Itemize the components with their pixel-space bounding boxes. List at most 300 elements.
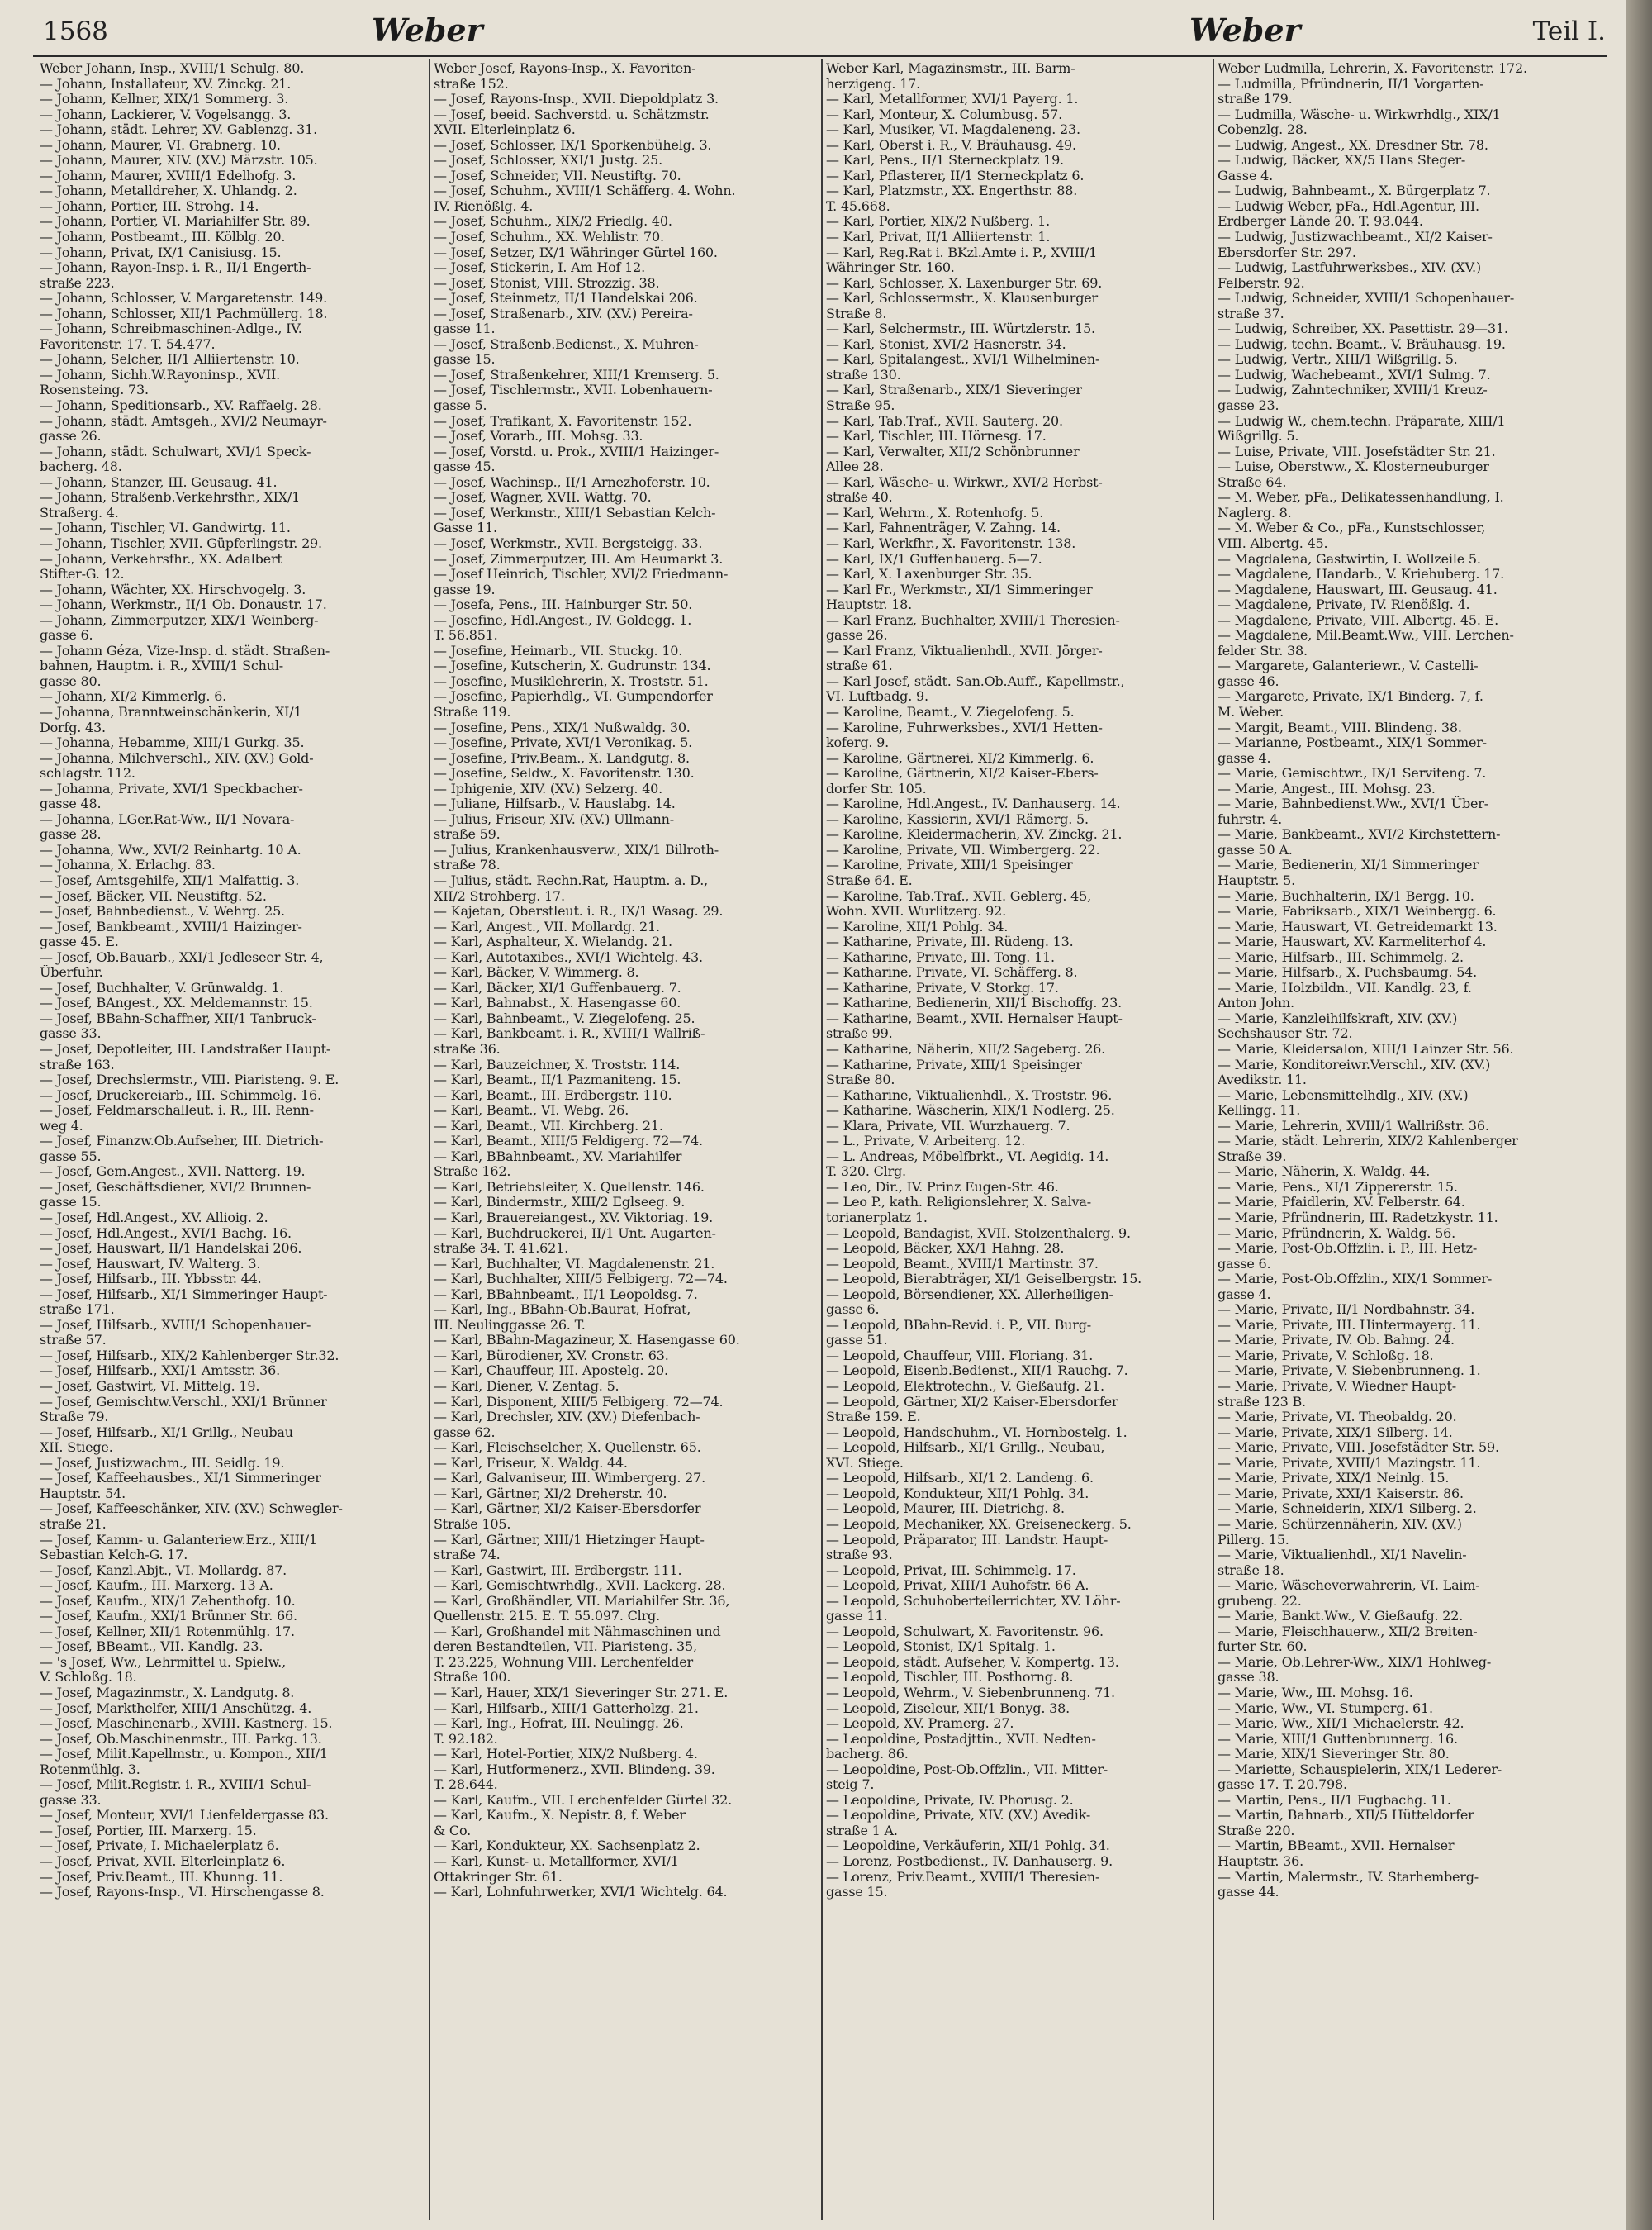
directory-entry-line: Hauptstr. 54.: [40, 1486, 126, 1501]
directory-entry-line: Straße 95.: [826, 398, 895, 414]
directory-entry-line: Rotenmühlg. 3.: [40, 1762, 140, 1777]
directory-entry-line: — Josef, Schuhm., XIX/2 Friedlg. 40.: [434, 214, 672, 230]
directory-entry-line: — Karl, Stonist, XVI/2 Hasnerstr. 34.: [826, 336, 1066, 352]
directory-entry-line: — Karoline, XII/1 Pohlg. 34.: [826, 919, 1009, 934]
directory-entry-line: Straße 162.: [434, 1164, 511, 1180]
directory-entry-line: — Josef, Kamm- u. Galanteriew.Erz., XIII/1: [40, 1532, 317, 1548]
directory-entry-line: deren Bestandteilen, VII. Piaristeng. 35,: [434, 1639, 697, 1655]
directory-entry-line: — Johann, XI/2 Kimmerlg. 6.: [40, 689, 227, 705]
directory-entry-line: — Josef, Drechslermstr., VIII. Piaristeng. 9. E.: [40, 1072, 339, 1088]
directory-entry-line: III. Neulinggasse 26. T.: [434, 1317, 586, 1333]
directory-entry-line: — Katharine, Viktualienhdl., X. Troststr. 96.: [826, 1087, 1113, 1103]
directory-entry-line: — Marie, Private, VI. Theobaldg. 20.: [1218, 1410, 1457, 1425]
directory-entry-line: — Leopoldine, Post-Ob.Offzlin., VII. Mitter-: [826, 1762, 1108, 1777]
directory-entry-line: — Johanna, LGer.Rat-Ww., II/1 Novara-: [40, 811, 295, 827]
directory-entry-line: — Marie, Ww., VI. Stumperg. 61.: [1218, 1700, 1433, 1716]
directory-entry-line: straße 59.: [434, 827, 501, 843]
directory-entry-line: — Karl, Lohnfuhrwerker, XVI/1 Wichtelg. 64.: [434, 1885, 728, 1900]
directory-entry-line: — Josefine, Private, XVI/1 Veronikag. 5.: [434, 735, 693, 751]
directory-entry-line: — Josef, Markthelfer, XIII/1 Anschützg. 4.: [40, 1700, 312, 1716]
directory-entry-line: — Lorenz, Priv.Beamt., XVIII/1 Theresien-: [826, 1869, 1100, 1885]
directory-entry-line: — Josef, Straßenarb., XIV. (XV.) Pereira-: [434, 306, 693, 321]
directory-entry-line: — Johann, städt. Amtsgeh., XVI/2 Neumayr-: [40, 413, 327, 429]
header-rule: [33, 55, 1607, 57]
directory-entry-line: — Katharine, Wäscherin, XIX/1 Nodlerg. 25.: [826, 1103, 1115, 1119]
directory-entry-line: gasse 44.: [1218, 1885, 1279, 1900]
directory-entry-line: — Josef, Gemischtw.Verschl., XXI/1 Brünner: [40, 1394, 327, 1410]
directory-entry-line: torianerplatz 1.: [826, 1210, 928, 1226]
directory-entry-line: — Josefine, Heimarb., VII. Stuckg. 10.: [434, 643, 683, 659]
directory-entry-line: straße 163.: [40, 1057, 115, 1072]
directory-entry-line: — Josef, Bahnbedienst., V. Wehrg. 25.: [40, 904, 285, 920]
directory-entry-line: — Karl, Bürodiener, XV. Cronstr. 63.: [434, 1348, 669, 1363]
directory-entry-line: — Leopoldine, Private, IV. Phorusg. 2.: [826, 1792, 1074, 1808]
directory-entry-line: — Leopold, Mechaniker, XX. Greiseneckerg. 5.: [826, 1516, 1132, 1532]
directory-entry-line: — Johann, Rayon-Insp. i. R., II/1 Engerth-: [40, 260, 311, 276]
directory-entry-line: bacherg. 86.: [826, 1747, 909, 1762]
directory-entry-line: — Johanna, Milchverschl., XIV. (XV.) Gold-: [40, 750, 314, 766]
directory-entry-line: gasse 38.: [1218, 1670, 1279, 1686]
directory-entry-line: — Marie, Private, III. Hintermayerg. 11.: [1218, 1317, 1481, 1333]
directory-entry-line: gasse 4.: [1218, 750, 1271, 766]
directory-entry-line: — Josef, Milit.Registr. i. R., XVIII/1 Schul-: [40, 1777, 311, 1793]
directory-entry-line: — Johann, Portier, III. Strohg. 14.: [40, 198, 259, 214]
directory-entry-line: — Marie, Konditoreiwr.Verschl., XIV. (XV.): [1218, 1057, 1491, 1072]
directory-entry-line: — Johann, Schreibmaschinen-Adlge., IV.: [40, 321, 302, 337]
directory-entry-line: — Josef, BBahn-Schaffner, XII/1 Tanbruck-: [40, 1010, 316, 1026]
directory-entry-line: Rosensteing. 73.: [40, 383, 149, 398]
directory-entry-line: — Iphigenie, XIV. (XV.) Selzerg. 40.: [434, 781, 663, 796]
directory-entry-line: — Johann, Sichh.W.Rayoninsp., XVII.: [40, 367, 280, 383]
directory-entry-line: — Josef, Tischlermstr., XVII. Lobenhauern-: [434, 383, 713, 398]
directory-entry-line: gasse 15.: [826, 1885, 888, 1900]
directory-entry-line: — Karl, Drechsler, XIV. (XV.) Diefenbach-: [434, 1410, 700, 1425]
directory-entry-line: — Josef, Gastwirt, VI. Mittelg. 19.: [40, 1379, 260, 1395]
directory-entry-line: — Marie, Bedienerin, XI/1 Simmeringer: [1218, 858, 1479, 873]
directory-entry-line: — Magdalena, Gastwirtin, I. Wollzeile 5.: [1218, 551, 1481, 567]
directory-entry-line: — Karl, Kaufm., VII. Lerchenfelder Gürtel 32.: [434, 1792, 733, 1808]
directory-entry-line: — Leo P., kath. Religionslehrer, X. Salva-: [826, 1195, 1091, 1210]
directory-entry-line: — Leopold, Elektrotechn., V. Gießaufg. 21.: [826, 1379, 1104, 1395]
directory-entry-line: Hauptstr. 5.: [1218, 873, 1296, 888]
directory-entry-line: — Karl, Beamt., VII. Kirchberg. 21.: [434, 1118, 663, 1134]
directory-entry-line: — Johann, Selcher, II/1 Alliiertenstr. 10.: [40, 352, 300, 368]
directory-entry-line: — Josef, BAngest., XX. Meldemannstr. 15.: [40, 996, 313, 1011]
directory-entry-line: — Josef, Kaufm., XIX/1 Zehenthofg. 10.: [40, 1593, 296, 1609]
directory-entry-line: — Josef, Kaufm., XXI/1 Brünner Str. 66.: [40, 1609, 297, 1624]
directory-entry-line: — Marie, Wäscheverwahrerin, VI. Laim-: [1218, 1578, 1480, 1594]
directory-entry-line: — Katharine, Private, III. Rüdeng. 13.: [826, 934, 1074, 950]
directory-entry-line: — Marie, Hauswart, XV. Karmeliterhof 4.: [1218, 934, 1487, 950]
directory-entry-line: — Karl, Straßenarb., XIX/1 Sieveringer: [826, 383, 1082, 398]
directory-entry-line: — Ludwig, Justizwachbeamt., XI/2 Kaiser-: [1218, 230, 1493, 245]
directory-entry-line: — Karl, Betriebsleiter, X. Quellenstr. 146.: [434, 1179, 705, 1195]
directory-entry-line: gasse 15.: [434, 352, 496, 368]
directory-entry-line: — Josef, Hilfsarb., XXI/1 Amtsstr. 36.: [40, 1363, 281, 1379]
directory-entry-line: — Leopold, Hilfsarb., XI/1 Grillg., Neubau,: [826, 1440, 1105, 1456]
directory-entry-line: — Martin, Malermstr., IV. Starhemberg-: [1218, 1869, 1479, 1885]
directory-entry-line: T. 56.851.: [434, 628, 498, 644]
directory-entry-line: — Leopold, Bandagist, XVII. Stolzenthalerg. 9.: [826, 1225, 1131, 1241]
directory-entry-line: — Johann, Zimmerputzer, XIX/1 Weinberg-: [40, 612, 319, 628]
directory-entry-line: — Karl, Bahnbeamt., V. Ziegelofeng. 25.: [434, 1010, 695, 1026]
directory-entry-line: — Karl, Spitalangest., XVI/1 Wilhelminen-: [826, 352, 1100, 368]
directory-entry-line: straße 179.: [1218, 92, 1293, 107]
directory-entry-line: — Karl, Hutformenerz., XVII. Blindeng. 39.: [434, 1762, 715, 1777]
directory-entry-line: — Johanna, Ww., XVI/2 Reinhartg. 10 A.: [40, 842, 301, 858]
directory-entry-line: — Josef, Vorarb., III. Mohsg. 33.: [434, 429, 643, 445]
directory-entry-line: straße 34. T. 41.621.: [434, 1241, 568, 1257]
directory-entry-line: Straße 64. E.: [826, 873, 913, 888]
directory-entry-line: — Katharine, Private, III. Tong. 11.: [826, 949, 1055, 965]
directory-entry-line: — Luise, Oberstww., X. Klosterneuburger: [1218, 459, 1489, 475]
directory-entry-line: straße 130.: [826, 367, 901, 383]
directory-entry-line: — Karoline, Kleidermacherin, XV. Zinckg. 21.: [826, 827, 1123, 843]
directory-entry-line: — Josef, Feldmarschalleut. i. R., III. Renn-: [40, 1103, 314, 1119]
directory-entry-line: — Josefa, Pens., III. Hainburger Str. 50.: [434, 597, 693, 613]
directory-entry-line: — Johann, Verkehrsfhr., XX. Adalbert: [40, 551, 282, 567]
directory-entry-line: — Ludwig, techn. Beamt., V. Bräuhausg. 19.: [1218, 336, 1506, 352]
directory-entry-line: — Johann, Werkmstr., II/1 Ob. Donaustr. 17.: [40, 597, 327, 613]
directory-entry-line: — Ludwig, Schneider, XVIII/1 Schopenhauer-: [1218, 291, 1515, 307]
directory-entry-line: — Johann, Wächter, XX. Hirschvogelg. 3.: [40, 582, 306, 597]
directory-entry-line: — Johanna, Hebamme, XIII/1 Gurkg. 35.: [40, 735, 305, 751]
directory-entry-line: — Josefine, Hdl.Angest., IV. Goldegg. 1.: [434, 612, 692, 628]
directory-entry-line: — Ludwig, Angest., XX. Dresdner Str. 78.: [1218, 137, 1488, 153]
directory-entry-line: gasse 45. E.: [40, 934, 119, 950]
directory-entry-line: — Karl, Portier, XIX/2 Nußberg. 1.: [826, 214, 1050, 230]
directory-entry-line: Währinger Str. 160.: [826, 260, 955, 276]
directory-entry-line: Wißgrillg. 5.: [1218, 429, 1299, 445]
directory-entry-line: — Josef, Portier, III. Marxerg. 15.: [40, 1823, 257, 1838]
directory-entry-line: — Karl, Wäsche- u. Wirkwr., XVI/2 Herbst-: [826, 474, 1103, 490]
directory-entry-line: — Marie, Private, II/1 Nordbahnstr. 34.: [1218, 1302, 1475, 1318]
directory-entry-line: — Josef, Straßenkehrer, XIII/1 Kremserg. 5.: [434, 367, 719, 383]
directory-entry-line: — Magdalene, Private, VIII. Albertg. 45. E.: [1218, 612, 1499, 628]
directory-entry-line: straße 1 A.: [826, 1823, 898, 1838]
directory-entry-line: — Marie, Private, IV. Ob. Bahng. 24.: [1218, 1333, 1455, 1348]
directory-entry-line: — Marie, Schneiderin, XIX/1 Silberg. 2.: [1218, 1501, 1477, 1517]
directory-entry-line: — Karl, Gemischtwrhdlg., XVII. Lackerg. 28.: [434, 1578, 726, 1594]
directory-entry-line: — Josef, Bäcker, VII. Neustiftg. 52.: [40, 888, 267, 904]
directory-entry-line: — Leopold, Bierabträger, XI/1 Geiselbergstr. 15.: [826, 1272, 1142, 1287]
directory-entry-line: straße 61.: [826, 659, 893, 674]
directory-entry-line: XII/2 Strohberg. 17.: [434, 888, 565, 904]
directory-entry-line: — Marie, Private, XXI/1 Kaiserstr. 86.: [1218, 1486, 1464, 1501]
directory-entry-line: — Karl, Privat, II/1 Alliiertenstr. 1.: [826, 230, 1051, 245]
directory-entry-line: — Karl, Beamt., VI. Webg. 26.: [434, 1103, 629, 1119]
directory-entry-line: — Ludwig Weber, pFa., Hdl.Agentur, III.: [1218, 198, 1479, 214]
directory-entry-line: — Ludwig, Schreiber, XX. Pasettistr. 29—31.: [1218, 321, 1508, 337]
directory-entry-line: — Josef, Gem.Angest., XVII. Natterg. 19.: [40, 1164, 306, 1180]
directory-entry-line: — Marie, Pens., XI/1 Zippererstr. 15.: [1218, 1179, 1458, 1195]
directory-entry-line: — Josef, Straßenb.Bedienst., X. Muhren-: [434, 336, 699, 352]
directory-entry-line: — Martin, Pens., II/1 Fugbachg. 11.: [1218, 1792, 1451, 1808]
directory-entry-line: — Josef, Hilfsarb., III. Ybbsstr. 44.: [40, 1272, 262, 1287]
directory-entry-line: — Karl, Galvaniseur, III. Wimbergerg. 27.: [434, 1471, 705, 1486]
directory-entry-line: — Josef, beeid. Sachverstd. u. Schätzmstr.: [434, 107, 710, 122]
directory-entry-line: VIII. Albertg. 45.: [1218, 535, 1328, 551]
page-number: 1568: [43, 17, 108, 46]
directory-entry-line: straße 152.: [434, 76, 509, 92]
directory-entry-line: — Karoline, Tab.Traf., XVII. Geblerg. 45,: [826, 888, 1091, 904]
directory-entry-line: — Josef, Kaffeehausbes., XI/1 Simmeringer: [40, 1471, 321, 1486]
directory-entry-line: Gasse 11.: [434, 521, 497, 536]
directory-entry-line: — Josef, Private, I. Michaelerplatz 6.: [40, 1838, 279, 1854]
directory-entry-line: — Mariette, Schauspielerin, XIX/1 Lederer-: [1218, 1762, 1502, 1777]
directory-entry-line: — Karl, Brauereiangest., XV. Viktoriag. 19.: [434, 1210, 713, 1226]
directory-entry-line: gasse 4.: [1218, 1286, 1271, 1302]
directory-entry-line: gasse 45.: [434, 459, 496, 475]
directory-entry-line: — Josef, Hilfsarb., XI/1 Grillg., Neubau: [40, 1424, 293, 1440]
directory-entry-line: — Marie, Hilfsarb., X. Puchsbaumg. 54.: [1218, 965, 1478, 981]
directory-entry-line: — Josef, Schlosser, XXI/1 Justg. 25.: [434, 153, 663, 169]
directory-entry-line: — Marie, Hilfsarb., III. Schimmelg. 2.: [1218, 949, 1464, 965]
directory-entry-line: — Leopoldine, Verkäuferin, XII/1 Pohlg. 34.: [826, 1838, 1110, 1854]
directory-entry-line: Wohn. XVII. Wurlitzerg. 92.: [826, 904, 1006, 920]
directory-entry-line: — Karl, Ing., BBahn-Ob.Baurat, Hofrat,: [434, 1302, 691, 1318]
directory-entry-line: — Marie, Bankt.Ww., V. Gießaufg. 22.: [1218, 1609, 1464, 1624]
directory-entry-line: — Leopold, städt. Aufseher, V. Kompertg. 13.: [826, 1654, 1119, 1670]
directory-entry-line: — 's Josef, Ww., Lehrmittel u. Spielw.,: [40, 1654, 286, 1670]
directory-entry-line: — Karl, Autotaxibes., XVI/1 Wichtelg. 43.: [434, 949, 703, 965]
running-head-left: Weber: [372, 12, 483, 49]
directory-entry-line: — Josef, Geschäftsdiener, XVI/2 Brunnen-: [40, 1179, 311, 1195]
directory-entry-line: Pillerg. 15.: [1218, 1532, 1289, 1548]
directory-entry-line: — Karoline, Private, VII. Wimbergerg. 22.: [826, 842, 1100, 858]
directory-entry-line: gasse 15.: [40, 1195, 102, 1210]
directory-entry-line: — Karl, Oberst i. R., V. Bräuhausg. 49.: [826, 137, 1076, 153]
directory-entry-line: — Margit, Beamt., VIII. Blindeng. 38.: [1218, 720, 1462, 735]
directory-entry-line: — Josef, Magazinmstr., X. Landgutg. 8.: [40, 1685, 295, 1700]
directory-entry-line: — Josef, Trafikant, X. Favoritenstr. 152.: [434, 413, 692, 429]
directory-entry-line: Anton John.: [1218, 996, 1294, 1011]
directory-entry-line: — Karl, Bindermstr., XIII/2 Eglseeg. 9.: [434, 1195, 686, 1210]
directory-entry-line: — Josefine, Seldw., X. Favoritenstr. 130.: [434, 766, 695, 782]
directory-entry-line: — Leopold, Gärtner, XI/2 Kaiser-Ebersdorfer: [826, 1394, 1118, 1410]
directory-entry-line: — Karl, Friseur, X. Waldg. 44.: [434, 1455, 628, 1471]
directory-entry-line: — Josef, Buchhalter, V. Grünwaldg. 1.: [40, 980, 284, 996]
directory-entry-line: — Marie, Kanzleihilfskraft, XIV. (XV.): [1218, 1010, 1458, 1026]
directory-entry-line: — Josef, Wagner, XVII. Wattg. 70.: [434, 490, 652, 506]
directory-entry-line: Ottakringer Str. 61.: [434, 1869, 563, 1885]
directory-entry-line: Erdberger Lände 20. T. 93.044.: [1218, 214, 1423, 230]
directory-entry-line: gasse 46.: [1218, 673, 1279, 689]
directory-entry-line: — Johann, Lackierer, V. Vogelsangg. 3.: [40, 107, 292, 122]
directory-entry-line: — Marie, Private, XIX/1 Neinlg. 15.: [1218, 1471, 1450, 1486]
directory-column-4: [1218, 61, 1610, 2222]
directory-entry-line: — Josef, Privat, XVII. Elterleinplatz 6.: [40, 1853, 286, 1869]
directory-entry-line: — Margarete, Galanteriewr., V. Castelli-: [1218, 659, 1479, 674]
directory-entry-line: — Josef, Kaufm., III. Marxerg. 13 A.: [40, 1578, 273, 1594]
directory-entry-line: gasse 28.: [40, 827, 102, 843]
directory-entry-line: — Josef, Ob.Bauarb., XXI/1 Jedleseer Str. 4,: [40, 949, 324, 965]
directory-entry-line: XII. Stiege.: [40, 1440, 113, 1456]
directory-entry-line: — Karl, BBahnbeamt., XV. Mariahilfer: [434, 1148, 682, 1164]
directory-entry-line: — Josef, Priv.Beamt., III. Khunng. 11.: [40, 1869, 283, 1885]
directory-entry-line: Straße 80.: [826, 1072, 895, 1088]
directory-entry-line: — Marie, Lebensmittelhdlg., XIV. (XV.): [1218, 1087, 1469, 1103]
directory-entry-line: — Josef, BBeamt., VII. Kandlg. 23.: [40, 1639, 263, 1655]
directory-entry-line: — Magdalene, Mil.Beamt.Ww., VIII. Lerchen-: [1218, 628, 1514, 644]
directory-entry-line: — Karoline, Gärtnerei, XI/2 Kimmerlg. 6.: [826, 750, 1094, 766]
directory-entry-line: — Leopold, XV. Pramerg. 27.: [826, 1716, 1014, 1732]
directory-entry-line: — Luise, Private, VIII. Josefstädter Str. 21.: [1218, 444, 1496, 459]
directory-entry-line: — Josef, Finanzw.Ob.Aufseher, III. Dietrich-: [40, 1134, 324, 1149]
directory-entry-line: — Julius, städt. Rechn.Rat, Hauptm. a. D.,: [434, 873, 709, 888]
directory-entry-line: Straße 39.: [1218, 1148, 1287, 1164]
directory-entry-line: — Karl, Buchhalter, VI. Magdalenenstr. 21.: [434, 1256, 715, 1272]
directory-entry-line: — Marie, Private, V. Schloßg. 18.: [1218, 1348, 1434, 1363]
directory-entry-line: — Josefine, Priv.Beam., X. Landgutg. 8.: [434, 750, 690, 766]
directory-entry-line: — Karl, BBahnbeamt., II/1 Leopoldsg. 7.: [434, 1286, 698, 1302]
directory-entry-line: Cobenzlg. 28.: [1218, 122, 1308, 138]
directory-entry-line: — Josef, Rayons-Insp., XVII. Diepoldplatz 3.: [434, 92, 719, 107]
directory-entry-line: — Leo, Dir., IV. Prinz Eugen-Str. 46.: [826, 1179, 1059, 1195]
directory-entry-line: — Magdalene, Handarb., V. Kriehuberg. 17.: [1218, 567, 1505, 582]
directory-entry-line: straße 74.: [434, 1548, 501, 1563]
directory-entry-line: Ebersdorfer Str. 297.: [1218, 245, 1356, 260]
directory-entry-line: — Karl, Diener, V. Zentag. 5.: [434, 1379, 620, 1395]
directory-entry-line: gasse 5.: [434, 398, 487, 414]
directory-entry-line: — Johann, städt. Lehrer, XV. Gablenzg. 31.: [40, 122, 318, 138]
directory-entry-line: — Marie, Pfründnerin, X. Waldg. 56.: [1218, 1225, 1455, 1241]
directory-entry-line: furter Str. 60.: [1218, 1639, 1308, 1655]
directory-entry-line: T. 320. Clrg.: [826, 1164, 906, 1180]
directory-entry-line: — Marie, Hauswart, VI. Getreidemarkt 13.: [1218, 919, 1498, 934]
directory-entry-line: IV. Rienößlg. 4.: [434, 198, 534, 214]
directory-entry-line: — Karl, Schlossermstr., X. Klausenburger: [826, 291, 1099, 307]
directory-entry-line: — Karl Josef, städt. San.Ob.Auff., Kapellmstr.,: [826, 673, 1125, 689]
directory-entry-line: — Josef, Hilfsarb., XI/1 Simmeringer Haupt-: [40, 1286, 328, 1302]
directory-entry-line: gasse 33.: [40, 1792, 102, 1808]
directory-entry-line: — Katharine, Private, V. Storkg. 17.: [826, 980, 1059, 996]
directory-entry-line: — Karl, Bankbeamt. i. R., XVIII/1 Wallriß-: [434, 1026, 705, 1042]
directory-entry-line: Weber Josef, Rayons-Insp., X. Favoriten-: [434, 61, 696, 76]
directory-entry-line: — Johann, Portier, VI. Mariahilfer Str. 89.: [40, 214, 311, 230]
directory-entry-line: gasse 11.: [434, 321, 496, 337]
directory-entry-line: — Ludwig, Zahntechniker, XVIII/1 Kreuz-: [1218, 383, 1488, 398]
directory-entry-line: straße 171.: [40, 1302, 115, 1318]
directory-entry-line: — Josef, Milit.Kapellmstr., u. Kompon., XII/1: [40, 1747, 328, 1762]
directory-entry-line: — Leopold, Hilfsarb., XI/1 2. Landeng. 6.: [826, 1471, 1094, 1486]
directory-entry-line: — Leopold, Privat, XIII/1 Auhofstr. 66 A.: [826, 1578, 1089, 1594]
directory-entry-line: — Karl, Großhandel mit Nähmaschinen und: [434, 1624, 721, 1639]
directory-entry-line: — Karl, Chauffeur, III. Apostelg. 20.: [434, 1363, 668, 1379]
directory-entry-line: straße 93.: [826, 1548, 893, 1563]
directory-entry-line: Sebastian Kelch-G. 17.: [40, 1548, 188, 1563]
directory-entry-line: Weber Karl, Magazinsmstr., III. Barm-: [826, 61, 1075, 76]
directory-entry-line: — Karl, Monteur, X. Columbusg. 57.: [826, 107, 1062, 122]
directory-entry-line: — Leopold, Wehrm., V. Siebenbrunneng. 71.: [826, 1685, 1115, 1700]
directory-entry-line: — Leopold, Schuhoberteilerrichter, XV. Löhr-: [826, 1593, 1121, 1609]
directory-entry-line: straße 99.: [826, 1026, 893, 1042]
directory-entry-line: — Johann, Tischler, XVII. Güpferlingstr. 29.: [40, 535, 322, 551]
directory-entry-line: — Ludwig, Bäcker, XX/5 Hans Steger-: [1218, 153, 1466, 169]
directory-entry-line: straße 18.: [1218, 1562, 1284, 1578]
directory-entry-line: — Marie, Private, V. Wiedner Haupt-: [1218, 1379, 1456, 1395]
directory-entry-line: — Johann, Maurer, XIV. (XV.) Märzstr. 105.: [40, 153, 318, 169]
directory-entry-line: — Karl, Hilfsarb., XIII/1 Gatterholzg. 21.: [434, 1700, 699, 1716]
directory-entry-line: Weber Ludmilla, Lehrerin, X. Favoritenstr. 172.: [1218, 61, 1527, 76]
directory-entry-line: — Marie, Viktualienhdl., XI/1 Navelin-: [1218, 1548, 1467, 1563]
directory-entry-line: — Katharine, Bedienerin, XII/1 Bischoffg. 23.: [826, 996, 1123, 1011]
directory-entry-line: — Karl, Bäcker, V. Wimmerg. 8.: [434, 965, 639, 981]
directory-entry-line: — Marianne, Postbeamt., XIX/1 Sommer-: [1218, 735, 1487, 751]
directory-entry-line: — Katharine, Näherin, XII/2 Sageberg. 26.: [826, 1042, 1106, 1057]
directory-entry-line: — Josef, Schuhm., XVIII/1 Schäfferg. 4. Wohn.: [434, 183, 736, 199]
directory-entry-line: Naglerg. 8.: [1218, 505, 1292, 521]
directory-entry-line: — Johann, Maurer, VI. Grabnerg. 10.: [40, 137, 281, 153]
page-header: [33, 7, 1611, 56]
directory-entry-line: — Marie, Fabriksarb., XIX/1 Weinbergg. 6.: [1218, 904, 1497, 920]
directory-entry-line: Straße 8.: [826, 306, 887, 321]
directory-entry-line: — Karoline, Beamt., V. Ziegelofeng. 5.: [826, 704, 1075, 720]
directory-entry-line: Straße 119.: [434, 704, 511, 720]
directory-entry-line: — Josef, Vorstd. u. Prok., XVIII/1 Haizinger-: [434, 444, 719, 459]
directory-entry-line: — Josefine, Kutscherin, X. Gudrunstr. 134.: [434, 659, 711, 674]
directory-entry-line: — Josef, Schneider, VII. Neustiftg. 70.: [434, 168, 681, 183]
directory-entry-line: gasse 19.: [434, 582, 496, 597]
directory-entry-line: — Karl, Kondukteur, XX. Sachsenplatz 2.: [434, 1838, 700, 1854]
directory-entry-line: — Johann Géza, Vize-Insp. d. städt. Straßen-: [40, 643, 330, 659]
directory-entry-line: — Johanna, Branntweinschänkerin, XI/1: [40, 704, 302, 720]
directory-entry-line: — Klara, Private, VII. Wurzhauerg. 7.: [826, 1118, 1070, 1134]
directory-entry-line: — Josef, Rayons-Insp., VI. Hirschengasse 8.: [40, 1885, 325, 1900]
directory-entry-line: — Karl, Gastwirt, III. Erdbergstr. 111.: [434, 1562, 682, 1578]
directory-entry-line: — Marie, XIX/1 Sieveringer Str. 80.: [1218, 1747, 1450, 1762]
directory-entry-line: XVII. Elterleinplatz 6.: [434, 122, 576, 138]
directory-entry-line: — Katharine, Beamt., XVII. Hernalser Haupt-: [826, 1010, 1123, 1026]
directory-entry-line: Straßerg. 4.: [40, 505, 119, 521]
directory-entry-line: — Josef, Justizwachm., III. Seidlg. 19.: [40, 1455, 285, 1471]
directory-entry-line: — Karl, Kunst- u. Metallformer, XVI/1: [434, 1853, 679, 1869]
directory-entry-line: — Josef, Hilfsarb., XVIII/1 Schopenhauer-: [40, 1317, 311, 1333]
directory-entry-line: — Karl, Bäcker, XI/1 Guffenbauerg. 7.: [434, 980, 681, 996]
directory-entry-line: — Josef, Monteur, XVI/1 Lienfeldergasse 83.: [40, 1808, 329, 1823]
directory-entry-line: — Josef, Stickerin, I. Am Hof 12.: [434, 260, 645, 276]
directory-entry-line: — L. Andreas, Möbelfbrkt., VI. Aegidig. 14.: [826, 1148, 1109, 1164]
directory-entry-line: — Marie, städt. Lehrerin, XIX/2 Kahlenberger: [1218, 1134, 1518, 1149]
directory-entry-line: — Johann, Straßenb.Verkehrsfhr., XIX/1: [40, 490, 301, 506]
directory-entry-line: — Karl, Metallformer, XVI/1 Payerg. 1.: [826, 92, 1079, 107]
directory-entry-line: — Karl, X. Laxenburger Str. 35.: [826, 567, 1032, 582]
directory-entry-line: Stifter-G. 12.: [40, 567, 125, 582]
directory-entry-line: — Leopoldine, Private, XIV. (XV.) Avedik-: [826, 1808, 1091, 1823]
directory-entry-line: gasse 51.: [826, 1333, 888, 1348]
directory-entry-line: Felberstr. 92.: [1218, 275, 1305, 291]
directory-entry-line: straße 36.: [434, 1042, 501, 1057]
directory-entry-line: — Kajetan, Oberstleut. i. R., IX/1 Wasag. 29.: [434, 904, 724, 920]
directory-entry-line: — Karl, Werkfhr., X. Favoritenstr. 138.: [826, 535, 1076, 551]
directory-column-2: [434, 61, 826, 2222]
directory-entry-line: — Leopold, Chauffeur, VIII. Floriang. 31.: [826, 1348, 1094, 1363]
directory-entry-line: herzigeng. 17.: [826, 76, 921, 92]
directory-entry-line: — Marie, Post-Ob.Offzlin. i. P., III. Hetz-: [1218, 1241, 1478, 1257]
directory-entry-line: — Ludwig W., chem.techn. Präparate, XIII/1: [1218, 413, 1506, 429]
directory-entry-line: — Josef, Ob.Maschinenmstr., III. Parkg. 13.: [40, 1731, 322, 1747]
directory-entry-line: — Karl, Pens., II/1 Sterneckplatz 19.: [826, 153, 1064, 169]
directory-entry-line: — Karl, Beamt., III. Erdbergstr. 110.: [434, 1087, 672, 1103]
directory-entry-line: — Karl, Musiker, VI. Magdaleneng. 23.: [826, 122, 1080, 138]
directory-entry-line: — Karl, Hauer, XIX/1 Sieveringer Str. 271. E.: [434, 1685, 729, 1700]
directory-entry-line: — Josef, Hilfsarb., XIX/2 Kahlenberger Str.32.: [40, 1348, 339, 1363]
directory-entry-line: — Karoline, Private, XIII/1 Speisinger: [826, 858, 1073, 873]
directory-entry-line: — Marie, Ww., III. Mohsg. 16.: [1218, 1685, 1413, 1700]
directory-entry-line: — Josefine, Musiklehrerin, X. Troststr. 51.: [434, 673, 709, 689]
directory-entry-line: Straße 159. E.: [826, 1410, 921, 1425]
directory-entry-line: Allee 28.: [826, 459, 884, 475]
